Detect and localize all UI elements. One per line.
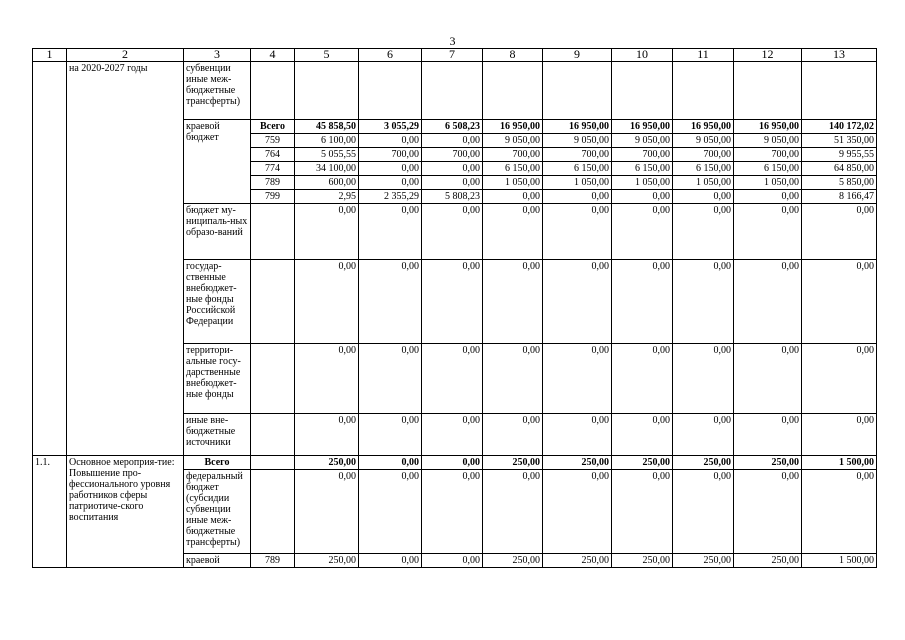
code-cell <box>251 260 295 344</box>
code-cell: 789 <box>251 176 295 190</box>
amount-cell-col9: 0,00 <box>543 414 612 456</box>
amount-cell-col7: 0,00 <box>422 260 483 344</box>
row-number-cell: 1.1. <box>33 456 67 568</box>
code-cell <box>251 414 295 456</box>
amount-cell-col12: 1 050,00 <box>734 176 802 190</box>
amount-cell-col10: 250,00 <box>612 554 673 568</box>
amount-cell-col8 <box>483 62 543 120</box>
amount-cell-col12: 0,00 <box>734 470 802 554</box>
amount-cell-col9: 250,00 <box>543 456 612 470</box>
amount-cell-col13: 0,00 <box>802 344 877 414</box>
amount-cell-col8: 0,00 <box>483 344 543 414</box>
amount-cell-col10: 16 950,00 <box>612 120 673 134</box>
amount-cell-col10: 0,00 <box>612 260 673 344</box>
amount-cell-col8: 0,00 <box>483 190 543 204</box>
amount-cell-col11: 0,00 <box>673 414 734 456</box>
amount-cell-col5: 5 055,55 <box>295 148 359 162</box>
amount-cell-col9: 16 950,00 <box>543 120 612 134</box>
column-header-11: 11 <box>673 49 734 62</box>
amount-cell-col6: 0,00 <box>359 176 422 190</box>
amount-cell-col7: 0,00 <box>422 162 483 176</box>
amount-cell-col6 <box>359 62 422 120</box>
amount-cell-col11: 700,00 <box>673 148 734 162</box>
amount-cell-col7: 0,00 <box>422 344 483 414</box>
code-cell: 764 <box>251 148 295 162</box>
program-name-cell: Основное мероприя-тие: Повышение про-фессионального уровня работников сферы патриотиче-ского воспитания <box>67 456 184 568</box>
code-cell: 789 <box>251 554 295 568</box>
amount-cell-col7: 0,00 <box>422 204 483 260</box>
amount-cell-col11: 0,00 <box>673 470 734 554</box>
amount-cell-col10: 1 050,00 <box>612 176 673 190</box>
amount-cell-col8: 700,00 <box>483 148 543 162</box>
amount-cell-col10: 9 050,00 <box>612 134 673 148</box>
amount-cell-col10: 700,00 <box>612 148 673 162</box>
amount-cell-col5: 45 858,50 <box>295 120 359 134</box>
column-header-10: 10 <box>612 49 673 62</box>
amount-cell-col5: 600,00 <box>295 176 359 190</box>
amount-cell-col12: 6 150,00 <box>734 162 802 176</box>
program-name-cell: на 2020-2027 годы <box>67 62 184 456</box>
table-row <box>33 456 877 470</box>
code-cell: 799 <box>251 190 295 204</box>
amount-cell-col7: 700,00 <box>422 148 483 162</box>
amount-cell-col5: 0,00 <box>295 204 359 260</box>
column-header-1: 1 <box>33 49 67 62</box>
amount-cell-col9: 1 050,00 <box>543 176 612 190</box>
amount-cell-col13 <box>802 62 877 120</box>
funding-source-cell: иные вне-бюджетные источники <box>184 414 251 456</box>
code-cell <box>251 456 295 470</box>
amount-cell-col13: 140 172,02 <box>802 120 877 134</box>
amount-cell-col10: 0,00 <box>612 344 673 414</box>
amount-cell-col13: 1 500,00 <box>802 456 877 470</box>
amount-cell-col12: 9 050,00 <box>734 134 802 148</box>
amount-cell-col6: 3 055,29 <box>359 120 422 134</box>
code-cell: Всего <box>251 120 295 134</box>
funding-source-cell: федеральный бюджет (субсидии субвенции иные меж-бюджетные трансферты) <box>184 470 251 554</box>
amount-cell-col7 <box>422 62 483 120</box>
amount-cell-col13: 0,00 <box>802 414 877 456</box>
column-header-8: 8 <box>483 49 543 62</box>
amount-cell-col11: 0,00 <box>673 260 734 344</box>
amount-cell-col13: 9 955,55 <box>802 148 877 162</box>
code-cell <box>251 62 295 120</box>
amount-cell-col11: 0,00 <box>673 204 734 260</box>
amount-cell-col5: 250,00 <box>295 554 359 568</box>
amount-cell-col9: 0,00 <box>543 204 612 260</box>
column-header-9: 9 <box>543 49 612 62</box>
amount-cell-col11: 1 050,00 <box>673 176 734 190</box>
amount-cell-col10: 0,00 <box>612 190 673 204</box>
amount-cell-col6: 0,00 <box>359 554 422 568</box>
amount-cell-col13: 0,00 <box>802 470 877 554</box>
amount-cell-col13: 51 350,00 <box>802 134 877 148</box>
amount-cell-col11: 6 150,00 <box>673 162 734 176</box>
amount-cell-col11: 16 950,00 <box>673 120 734 134</box>
amount-cell-col9: 0,00 <box>543 344 612 414</box>
amount-cell-col12 <box>734 62 802 120</box>
amount-cell-col8: 6 150,00 <box>483 162 543 176</box>
amount-cell-col6: 0,00 <box>359 344 422 414</box>
amount-cell-col5: 250,00 <box>295 456 359 470</box>
column-header-3: 3 <box>184 49 251 62</box>
amount-cell-col6: 700,00 <box>359 148 422 162</box>
amount-cell-col9: 6 150,00 <box>543 162 612 176</box>
amount-cell-col11 <box>673 62 734 120</box>
amount-cell-col8: 16 950,00 <box>483 120 543 134</box>
amount-cell-col6: 0,00 <box>359 414 422 456</box>
amount-cell-col6: 0,00 <box>359 470 422 554</box>
column-header-2: 2 <box>67 49 184 62</box>
amount-cell-col11: 250,00 <box>673 554 734 568</box>
amount-cell-col6: 2 355,29 <box>359 190 422 204</box>
amount-cell-col7: 0,00 <box>422 176 483 190</box>
amount-cell-col12: 0,00 <box>734 260 802 344</box>
amount-cell-col10: 0,00 <box>612 414 673 456</box>
amount-cell-col7: 5 808,23 <box>422 190 483 204</box>
amount-cell-col12: 250,00 <box>734 456 802 470</box>
code-cell <box>251 344 295 414</box>
amount-cell-col11: 0,00 <box>673 344 734 414</box>
funding-source-cell: государ-ственные внебюджет-ные фонды Российской Федерации <box>184 260 251 344</box>
amount-cell-col9: 700,00 <box>543 148 612 162</box>
amount-cell-col5: 6 100,00 <box>295 134 359 148</box>
code-cell <box>251 470 295 554</box>
amount-cell-col7: 0,00 <box>422 414 483 456</box>
code-cell <box>251 204 295 260</box>
amount-cell-col8: 9 050,00 <box>483 134 543 148</box>
column-header-7: 7 <box>422 49 483 62</box>
funding-source-cell: краевой <box>184 554 251 568</box>
budget-table <box>32 48 877 568</box>
amount-cell-col13: 64 850,00 <box>802 162 877 176</box>
funding-source-cell: Всего <box>184 456 251 470</box>
amount-cell-col6: 0,00 <box>359 204 422 260</box>
amount-cell-col13: 8 166,47 <box>802 190 877 204</box>
amount-cell-col5: 0,00 <box>295 344 359 414</box>
funding-source-cell: краевой бюджет <box>184 120 251 204</box>
amount-cell-col7: 0,00 <box>422 470 483 554</box>
amount-cell-col6: 0,00 <box>359 162 422 176</box>
amount-cell-col8: 250,00 <box>483 456 543 470</box>
amount-cell-col11: 250,00 <box>673 456 734 470</box>
amount-cell-col7: 0,00 <box>422 134 483 148</box>
amount-cell-col12: 0,00 <box>734 344 802 414</box>
amount-cell-col11: 0,00 <box>673 190 734 204</box>
column-header-6: 6 <box>359 49 422 62</box>
amount-cell-col5: 34 100,00 <box>295 162 359 176</box>
funding-source-cell: территори-альные госу-дарственные внебюджет-ные фонды <box>184 344 251 414</box>
amount-cell-col8: 0,00 <box>483 260 543 344</box>
amount-cell-col8: 0,00 <box>483 414 543 456</box>
amount-cell-col8: 1 050,00 <box>483 176 543 190</box>
code-cell: 759 <box>251 134 295 148</box>
header-row <box>33 49 877 62</box>
column-header-12: 12 <box>734 49 802 62</box>
amount-cell-col10 <box>612 62 673 120</box>
amount-cell-col9 <box>543 62 612 120</box>
amount-cell-col6: 0,00 <box>359 260 422 344</box>
amount-cell-col10: 6 150,00 <box>612 162 673 176</box>
amount-cell-col9: 0,00 <box>543 470 612 554</box>
amount-cell-col5: 0,00 <box>295 470 359 554</box>
amount-cell-col12: 700,00 <box>734 148 802 162</box>
column-header-13: 13 <box>802 49 877 62</box>
amount-cell-col9: 9 050,00 <box>543 134 612 148</box>
amount-cell-col8: 0,00 <box>483 204 543 260</box>
funding-source-cell: бюджет му-ниципаль-ных образо-ваний <box>184 204 251 260</box>
amount-cell-col5: 0,00 <box>295 260 359 344</box>
amount-cell-col5: 0,00 <box>295 414 359 456</box>
column-header-5: 5 <box>295 49 359 62</box>
amount-cell-col9: 0,00 <box>543 260 612 344</box>
amount-cell-col13: 1 500,00 <box>802 554 877 568</box>
amount-cell-col5 <box>295 62 359 120</box>
column-header-4: 4 <box>251 49 295 62</box>
amount-cell-col12: 16 950,00 <box>734 120 802 134</box>
amount-cell-col10: 0,00 <box>612 470 673 554</box>
amount-cell-col13: 0,00 <box>802 204 877 260</box>
row-number-cell <box>33 62 67 456</box>
amount-cell-col7: 0,00 <box>422 554 483 568</box>
amount-cell-col6: 0,00 <box>359 134 422 148</box>
amount-cell-col7: 0,00 <box>422 456 483 470</box>
amount-cell-col13: 5 850,00 <box>802 176 877 190</box>
amount-cell-col7: 6 508,23 <box>422 120 483 134</box>
amount-cell-col8: 250,00 <box>483 554 543 568</box>
amount-cell-col12: 0,00 <box>734 414 802 456</box>
amount-cell-col9: 250,00 <box>543 554 612 568</box>
amount-cell-col12: 0,00 <box>734 190 802 204</box>
amount-cell-col6: 0,00 <box>359 456 422 470</box>
page-number: 3 <box>449 34 456 48</box>
amount-cell-col11: 9 050,00 <box>673 134 734 148</box>
amount-cell-col13: 0,00 <box>802 260 877 344</box>
table-row <box>33 62 877 120</box>
funding-source-cell: субвенции иные меж-бюджетные трансферты) <box>184 62 251 120</box>
amount-cell-col10: 250,00 <box>612 456 673 470</box>
amount-cell-col9: 0,00 <box>543 190 612 204</box>
amount-cell-col8: 0,00 <box>483 470 543 554</box>
amount-cell-col12: 0,00 <box>734 204 802 260</box>
amount-cell-col12: 250,00 <box>734 554 802 568</box>
code-cell: 774 <box>251 162 295 176</box>
amount-cell-col5: 2,95 <box>295 190 359 204</box>
amount-cell-col10: 0,00 <box>612 204 673 260</box>
